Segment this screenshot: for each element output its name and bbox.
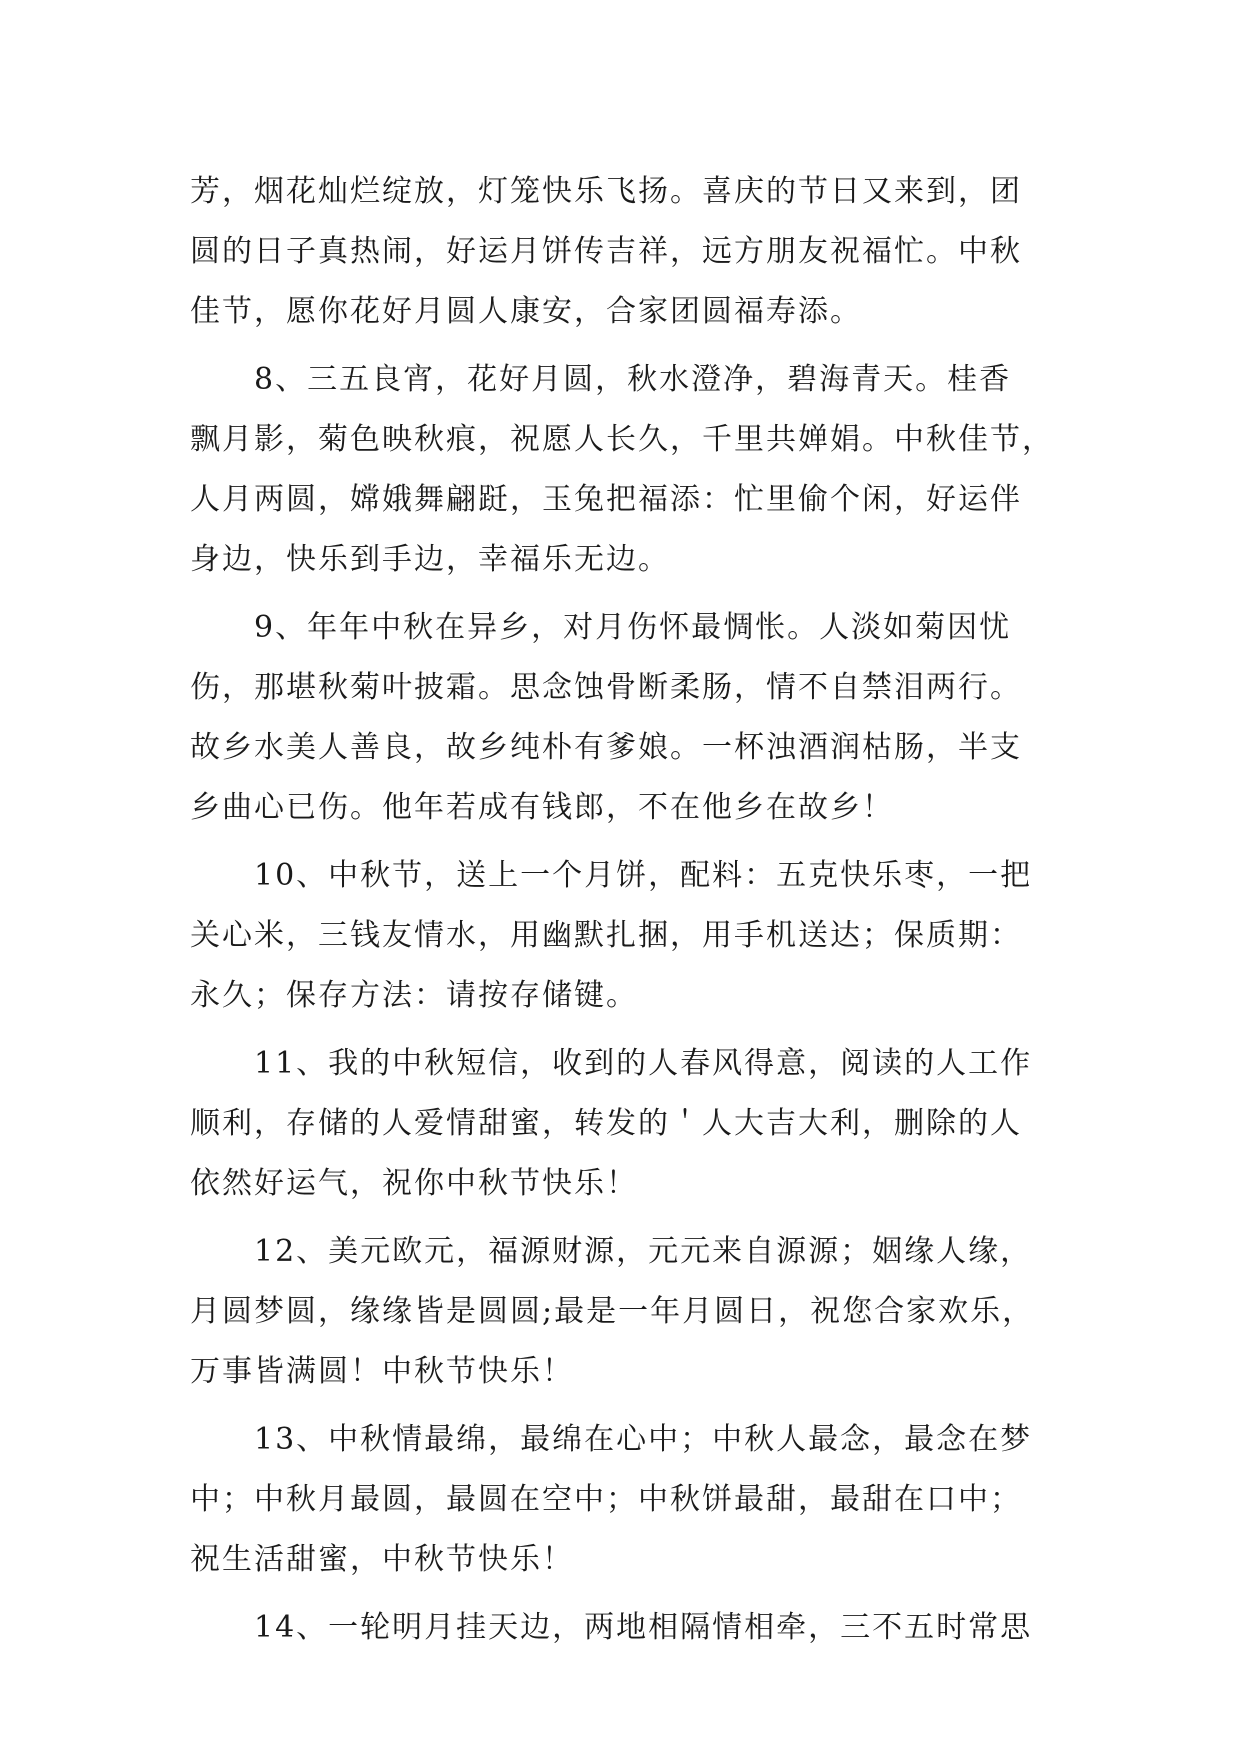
paragraph-9-line-3: 故乡水美人善良，故乡纯朴有爹娘。一杯浊酒润枯肠，半支 (190, 730, 1022, 765)
paragraph-7-line-2: 圆的日子真热闹，好运月饼传吉祥，远方朋友祝福忙。中秋 (190, 234, 1022, 269)
paragraph-gap (190, 342, 1070, 350)
paragraph-9-line-4: 乡曲心已伤。他年若成有钱郎，不在他乡在故乡！ (190, 790, 894, 825)
document-body (190, 162, 1070, 1658)
paragraph-9-line-1: 9、年年中秋在异乡，对月伤怀最惆怅。人淡如菊因忧 (254, 610, 1012, 645)
paragraph-7-line-1: 芳，烟花灿烂绽放，灯笼快乐飞扬。喜庆的节日又来到，团 (190, 174, 1022, 209)
paragraph-8-line-4: 身边，快乐到手边，幸福乐无边。 (190, 542, 670, 577)
paragraph-13-line-2: 中；中秋月最圆，最圆在空中；中秋饼最甜，最甜在口中； (190, 1482, 1022, 1517)
paragraph-gap (190, 590, 1070, 598)
paragraph-gap (190, 838, 1070, 846)
paragraph-gap (190, 1214, 1070, 1222)
paragraph-gap (190, 1590, 1070, 1598)
paragraph-12-line-3: 万事皆满圆！中秋节快乐！ (190, 1354, 574, 1389)
paragraph-9-line-2: 伤，那堪秋菊叶披霜。思念蚀骨断柔肠，情不自禁泪两行。 (190, 670, 1022, 705)
paragraph-11-line-2: 顺利，存储的人爱情甜蜜，转发的＇人大吉大利，删除的人 (190, 1106, 1022, 1141)
paragraph-8-line-1: 8、三五良宵，花好月圆，秋水澄净，碧海青天。桂香 (254, 362, 1012, 397)
paragraph-gap (190, 1026, 1070, 1034)
paragraph-8-line-2: 飘月影，菊色映秋痕，祝愿人长久，千里共婵娟。中秋佳节， (190, 422, 1054, 457)
paragraph-12-line-1: 12、美元欧元，福源财源，元元来自源源；姻缘人缘， (254, 1234, 1033, 1269)
paragraph-8-line-3: 人月两圆，嫦娥舞翩跹，玉兔把福添：忙里偷个闲，好运伴 (190, 482, 1022, 517)
paragraph-13-line-1: 13、中秋情最绵，最绵在心中；中秋人最念，最念在梦 (254, 1422, 1033, 1457)
paragraph-gap (190, 1402, 1070, 1410)
paragraph-12-line-2: 月圆梦圆，缘缘皆是圆圆;最是一年月圆日，祝您合家欢乐， (190, 1294, 1035, 1329)
paragraph-10-line-3: 永久；保存方法：请按存储键。 (190, 978, 638, 1013)
paragraph-11-line-3: 依然好运气，祝你中秋节快乐！ (190, 1166, 638, 1201)
paragraph-10-line-2: 关心米，三钱友情水，用幽默扎捆，用手机送达；保质期： (190, 918, 1022, 953)
paragraph-10-line-1: 10、中秋节，送上一个月饼，配料：五克快乐枣，一把 (254, 858, 1033, 893)
paragraph-11-line-1: 11、我的中秋短信，收到的人春风得意，阅读的人工作 (254, 1046, 1033, 1081)
paragraph-14-line-1: 14、一轮明月挂天边，两地相隔情相牵，三不五时常思 (254, 1610, 1033, 1645)
paragraph-13-line-3: 祝生活甜蜜，中秋节快乐！ (190, 1542, 574, 1577)
paragraph-7-line-3: 佳节，愿你花好月圆人康安，合家团圆福寿添。 (190, 294, 862, 329)
